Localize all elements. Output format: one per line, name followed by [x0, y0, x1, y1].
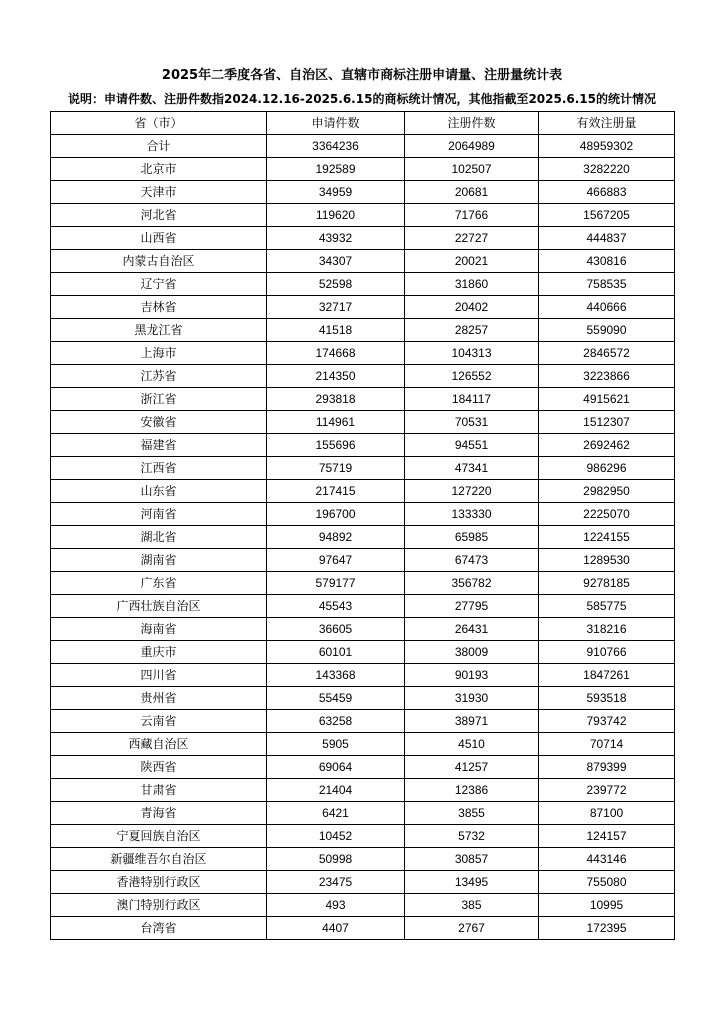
cell-valid-registrations: 755080	[539, 871, 675, 894]
cell-applications: 493	[267, 894, 405, 917]
cell-registrations: 20021	[405, 250, 539, 273]
cell-province: 西藏自治区	[51, 733, 267, 756]
cell-province: 贵州省	[51, 687, 267, 710]
cell-registrations: 70531	[405, 411, 539, 434]
cell-valid-registrations: 559090	[539, 319, 675, 342]
table-row	[51, 365, 675, 388]
table-row	[51, 549, 675, 572]
cell-province: 河南省	[51, 503, 267, 526]
cell-valid-registrations: 1847261	[539, 664, 675, 687]
cell-province: 青海省	[51, 802, 267, 825]
cell-applications: 69064	[267, 756, 405, 779]
cell-applications: 41518	[267, 319, 405, 342]
cell-valid-registrations: 2225070	[539, 503, 675, 526]
cell-applications: 97647	[267, 549, 405, 572]
cell-registrations: 102507	[405, 158, 539, 181]
cell-valid-registrations: 9278185	[539, 572, 675, 595]
table-row	[51, 917, 675, 940]
cell-applications: 119620	[267, 204, 405, 227]
table-row	[51, 158, 675, 181]
cell-registrations: 67473	[405, 549, 539, 572]
cell-applications: 5905	[267, 733, 405, 756]
cell-applications: 75719	[267, 457, 405, 480]
cell-applications: 63258	[267, 710, 405, 733]
cell-applications: 50998	[267, 848, 405, 871]
cell-registrations: 385	[405, 894, 539, 917]
cell-registrations: 13495	[405, 871, 539, 894]
cell-province: 香港特别行政区	[51, 871, 267, 894]
cell-applications: 60101	[267, 641, 405, 664]
cell-registrations: 28257	[405, 319, 539, 342]
table-row	[51, 342, 675, 365]
table-row	[51, 503, 675, 526]
cell-applications: 3364236	[267, 135, 405, 158]
table-row	[51, 894, 675, 917]
cell-valid-registrations: 1567205	[539, 204, 675, 227]
cell-province: 辽宁省	[51, 273, 267, 296]
table-row	[51, 250, 675, 273]
cell-registrations: 3855	[405, 802, 539, 825]
table-row	[51, 848, 675, 871]
cell-registrations: 38009	[405, 641, 539, 664]
header-valid-registrations: 有效注册量	[539, 112, 675, 135]
cell-valid-registrations: 124157	[539, 825, 675, 848]
cell-valid-registrations: 1512307	[539, 411, 675, 434]
table-row	[51, 296, 675, 319]
cell-valid-registrations: 466883	[539, 181, 675, 204]
cell-valid-registrations: 430816	[539, 250, 675, 273]
cell-province: 北京市	[51, 158, 267, 181]
cell-applications: 217415	[267, 480, 405, 503]
table-body	[51, 135, 675, 940]
cell-applications: 23475	[267, 871, 405, 894]
cell-valid-registrations: 910766	[539, 641, 675, 664]
cell-province: 新疆维吾尔自治区	[51, 848, 267, 871]
cell-registrations: 184117	[405, 388, 539, 411]
cell-valid-registrations: 87100	[539, 802, 675, 825]
table-row	[51, 595, 675, 618]
cell-registrations: 71766	[405, 204, 539, 227]
cell-applications: 21404	[267, 779, 405, 802]
cell-province: 山西省	[51, 227, 267, 250]
cell-valid-registrations: 585775	[539, 595, 675, 618]
cell-applications: 52598	[267, 273, 405, 296]
cell-province: 安徽省	[51, 411, 267, 434]
cell-registrations: 94551	[405, 434, 539, 457]
table-header-row	[51, 112, 675, 135]
cell-valid-registrations: 48959302	[539, 135, 675, 158]
cell-province: 陕西省	[51, 756, 267, 779]
cell-province: 四川省	[51, 664, 267, 687]
table-row	[51, 618, 675, 641]
cell-valid-registrations: 10995	[539, 894, 675, 917]
cell-applications: 155696	[267, 434, 405, 457]
cell-applications: 174668	[267, 342, 405, 365]
table-row	[51, 641, 675, 664]
cell-province: 广西壮族自治区	[51, 595, 267, 618]
header-province: 省（市）	[51, 112, 267, 135]
cell-valid-registrations: 172395	[539, 917, 675, 940]
cell-province: 福建省	[51, 434, 267, 457]
cell-province: 天津市	[51, 181, 267, 204]
table-row	[51, 434, 675, 457]
cell-registrations: 26431	[405, 618, 539, 641]
cell-province: 云南省	[51, 710, 267, 733]
cell-applications: 192589	[267, 158, 405, 181]
cell-province: 台湾省	[51, 917, 267, 940]
cell-province: 江西省	[51, 457, 267, 480]
cell-valid-registrations: 443146	[539, 848, 675, 871]
cell-applications: 45543	[267, 595, 405, 618]
cell-valid-registrations: 593518	[539, 687, 675, 710]
cell-valid-registrations: 758535	[539, 273, 675, 296]
cell-applications: 10452	[267, 825, 405, 848]
cell-valid-registrations: 70714	[539, 733, 675, 756]
cell-valid-registrations: 2982950	[539, 480, 675, 503]
cell-applications: 6421	[267, 802, 405, 825]
cell-province: 江苏省	[51, 365, 267, 388]
table-row	[51, 779, 675, 802]
cell-registrations: 30857	[405, 848, 539, 871]
cell-province: 浙江省	[51, 388, 267, 411]
cell-registrations: 5732	[405, 825, 539, 848]
cell-valid-registrations: 3282220	[539, 158, 675, 181]
cell-province: 澳门特别行政区	[51, 894, 267, 917]
table-row	[51, 319, 675, 342]
cell-province: 上海市	[51, 342, 267, 365]
cell-registrations: 4510	[405, 733, 539, 756]
cell-registrations: 20402	[405, 296, 539, 319]
cell-province: 广东省	[51, 572, 267, 595]
table-row	[51, 871, 675, 894]
cell-registrations: 38971	[405, 710, 539, 733]
cell-registrations: 20681	[405, 181, 539, 204]
cell-province: 湖南省	[51, 549, 267, 572]
cell-registrations: 2767	[405, 917, 539, 940]
table-row	[51, 227, 675, 250]
cell-valid-registrations: 1224155	[539, 526, 675, 549]
cell-applications: 34307	[267, 250, 405, 273]
cell-valid-registrations: 986296	[539, 457, 675, 480]
cell-province: 湖北省	[51, 526, 267, 549]
cell-registrations: 31930	[405, 687, 539, 710]
table-row	[51, 526, 675, 549]
cell-registrations: 41257	[405, 756, 539, 779]
cell-applications: 293818	[267, 388, 405, 411]
table-row	[51, 733, 675, 756]
cell-applications: 55459	[267, 687, 405, 710]
cell-applications: 34959	[267, 181, 405, 204]
cell-valid-registrations: 1289530	[539, 549, 675, 572]
cell-province: 吉林省	[51, 296, 267, 319]
cell-applications: 143368	[267, 664, 405, 687]
cell-province: 合计	[51, 135, 267, 158]
cell-valid-registrations: 4915621	[539, 388, 675, 411]
cell-registrations: 12386	[405, 779, 539, 802]
cell-province: 海南省	[51, 618, 267, 641]
table-row	[51, 457, 675, 480]
cell-province: 河北省	[51, 204, 267, 227]
table-row	[51, 664, 675, 687]
cell-province: 内蒙古自治区	[51, 250, 267, 273]
cell-registrations: 104313	[405, 342, 539, 365]
table-row	[51, 204, 675, 227]
table-row	[51, 802, 675, 825]
cell-registrations: 47341	[405, 457, 539, 480]
cell-valid-registrations: 879399	[539, 756, 675, 779]
cell-valid-registrations: 2692462	[539, 434, 675, 457]
cell-applications: 36605	[267, 618, 405, 641]
table-row	[51, 687, 675, 710]
header-applications: 申请件数	[267, 112, 405, 135]
table-row	[51, 480, 675, 503]
cell-applications: 214350	[267, 365, 405, 388]
cell-province: 黑龙江省	[51, 319, 267, 342]
cell-registrations: 2064989	[405, 135, 539, 158]
document-title: 2025年二季度各省、自治区、直辖市商标注册申请量、注册量统计表	[161, 68, 563, 83]
cell-applications: 114961	[267, 411, 405, 434]
cell-registrations: 65985	[405, 526, 539, 549]
cell-valid-registrations: 444837	[539, 227, 675, 250]
cell-valid-registrations: 2846572	[539, 342, 675, 365]
cell-applications: 94892	[267, 526, 405, 549]
trademark-statistics-table	[50, 111, 675, 940]
table-row	[51, 388, 675, 411]
cell-registrations: 127220	[405, 480, 539, 503]
table-row	[51, 710, 675, 733]
cell-province: 重庆市	[51, 641, 267, 664]
cell-province: 山东省	[51, 480, 267, 503]
cell-valid-registrations: 793742	[539, 710, 675, 733]
cell-applications: 43932	[267, 227, 405, 250]
table-row	[51, 135, 675, 158]
cell-applications: 4407	[267, 917, 405, 940]
table-row	[51, 825, 675, 848]
cell-registrations: 356782	[405, 572, 539, 595]
header-registrations: 注册件数	[405, 112, 539, 135]
cell-registrations: 31860	[405, 273, 539, 296]
cell-registrations: 126552	[405, 365, 539, 388]
table-row	[51, 181, 675, 204]
cell-valid-registrations: 440666	[539, 296, 675, 319]
table-row	[51, 572, 675, 595]
table-row	[51, 411, 675, 434]
cell-applications: 32717	[267, 296, 405, 319]
cell-province: 甘肃省	[51, 779, 267, 802]
table-row	[51, 756, 675, 779]
cell-province: 宁夏回族自治区	[51, 825, 267, 848]
cell-registrations: 133330	[405, 503, 539, 526]
cell-registrations: 27795	[405, 595, 539, 618]
document-note: 说明：申请件数、注册件数指2024.12.16-2025.6.15的商标统计情况，其他指截至2025.6.15的统计情况	[67, 92, 657, 106]
cell-registrations: 22727	[405, 227, 539, 250]
cell-valid-registrations: 3223866	[539, 365, 675, 388]
cell-valid-registrations: 239772	[539, 779, 675, 802]
cell-valid-registrations: 318216	[539, 618, 675, 641]
cell-applications: 579177	[267, 572, 405, 595]
cell-applications: 196700	[267, 503, 405, 526]
cell-registrations: 90193	[405, 664, 539, 687]
table-row	[51, 273, 675, 296]
